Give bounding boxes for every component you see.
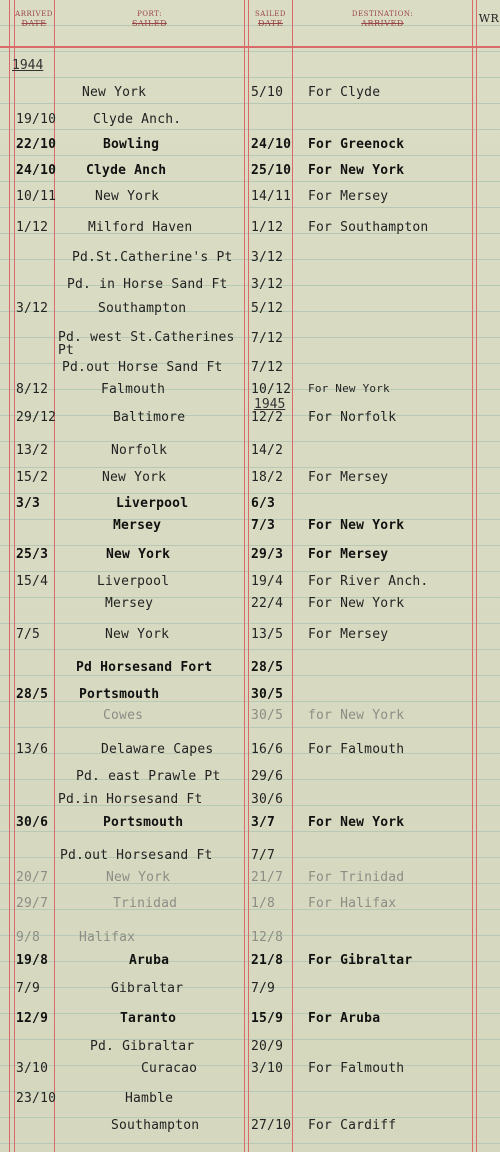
port-cell: Gibraltar [111, 981, 184, 996]
margin-rule [14, 0, 15, 1152]
destination-cell: For Mersey [308, 189, 389, 204]
arrived-cell: 29/7 [16, 896, 49, 911]
sailed-cell: 14/11 [251, 189, 292, 204]
sailed-cell: 7/12 [251, 360, 284, 375]
sailed-cell: 24/10 [251, 137, 292, 152]
arrived-cell: 1/12 [16, 220, 49, 235]
sailed-cell: 5/10 [251, 85, 284, 100]
sailed-cell: 14/2 [251, 443, 284, 458]
arrived-cell: 23/10 [16, 1091, 57, 1106]
sailed-cell: 16/6 [251, 742, 284, 757]
sailed-cell: 7/9 [251, 981, 276, 996]
port-cell: New York [105, 627, 170, 642]
arrived-cell: 28/5 [16, 687, 49, 702]
arrived-cell: 7/9 [16, 981, 41, 996]
port-cell: Delaware Capes [101, 742, 214, 757]
port-cell: Liverpool [116, 496, 189, 511]
arrived-cell: 13/6 [16, 742, 49, 757]
sailed-cell: 10/12 [251, 382, 292, 397]
port-cell: Norfolk [111, 443, 168, 458]
destination-cell: For Southampton [308, 220, 429, 235]
port-cell: Pd. in Horse Sand Ft [67, 277, 228, 292]
port-cell: Curacao [141, 1061, 198, 1076]
sailed-cell: 20/9 [251, 1039, 284, 1054]
port-cell: New York [106, 870, 171, 885]
arrived-cell: 9/8 [16, 930, 41, 945]
sailed-cell: 7/3 [251, 518, 276, 533]
port-cell: Milford Haven [88, 220, 193, 235]
arrived-header-struck: DATE [21, 19, 47, 28]
sailed-cell: 3/12 [251, 277, 284, 292]
sailed-cell: 3/10 [251, 1061, 284, 1076]
year-1944-label: 1944 [12, 58, 44, 73]
destination-cell: For Norfolk [308, 410, 397, 425]
sailed-cell: 5/12 [251, 301, 284, 316]
destination-cell: For Mersey [308, 470, 389, 485]
port-cell: New York [95, 189, 160, 204]
destination-cell: For Aruba [308, 1011, 381, 1026]
port-cell: Portsmouth [79, 687, 160, 702]
destination-cell: For River Anch. [308, 574, 429, 589]
arrived-cell: 3/3 [16, 496, 41, 511]
port-cell: Mersey [113, 518, 162, 533]
port-cell: Pd. east Prawle Pt [76, 769, 221, 784]
port-cell: Pd. west St.Catherines Pt [58, 330, 235, 358]
sailed-cell: 21/8 [251, 953, 284, 968]
sailed-cell: 12/8 [251, 930, 284, 945]
destination-cell: For New York [308, 518, 405, 533]
destination-cell: For Falmouth [308, 1061, 405, 1076]
sailed-cell: 12/2 [251, 410, 284, 425]
destination-cell: For Mersey [308, 627, 389, 642]
sailed-cell: 3/7 [251, 815, 276, 830]
port-cell: Southampton [98, 301, 187, 316]
sailed-cell: 1/8 [251, 896, 276, 911]
port-cell: Liverpool [97, 574, 170, 589]
margin-rule [9, 0, 10, 1152]
ledger-header [0, 0, 500, 48]
arrived-cell: 20/7 [16, 870, 49, 885]
port-header [55, 10, 244, 28]
port-cell: Pd.St.Catherine's Pt [72, 250, 233, 265]
destination-cell: For New York [308, 596, 405, 611]
arrived-header-label: ARRIVED [15, 10, 53, 18]
sailed-cell: 15/9 [251, 1011, 284, 1026]
port-cell: Baltimore [113, 410, 186, 425]
destination-cell: For New York [308, 382, 390, 395]
port-cell: Falmouth [101, 382, 166, 397]
column-rule [472, 0, 473, 1152]
sailed-cell: 22/4 [251, 596, 284, 611]
arrived-header [14, 10, 54, 28]
destination-cell: For Halifax [308, 896, 397, 911]
port-cell: Mersey [105, 596, 154, 611]
arrived-cell: 29/12 [16, 410, 57, 425]
port-cell: Aruba [129, 953, 170, 968]
remarks-header-partial: WR [478, 12, 500, 25]
arrived-cell: 13/2 [16, 443, 49, 458]
sailed-cell: 25/10 [251, 163, 292, 178]
port-cell: Halifax [79, 930, 136, 945]
port-cell: New York [106, 547, 171, 562]
sailed-header-label: SAILED [255, 10, 286, 18]
arrived-cell: 15/2 [16, 470, 49, 485]
port-cell: New York [102, 470, 167, 485]
sailed-header-struck: DATE [258, 19, 283, 28]
arrived-cell: 3/10 [16, 1061, 49, 1076]
port-cell: Pd.out Horse Sand Ft [62, 360, 223, 375]
port-header-label: PORT: [137, 10, 162, 18]
arrived-cell: 22/10 [16, 137, 57, 152]
sailed-cell: 1/12 [251, 220, 284, 235]
destination-cell: For Falmouth [308, 742, 405, 757]
port-cell: New York [82, 85, 147, 100]
arrived-cell: 12/9 [16, 1011, 49, 1026]
sailed-cell: 7/12 [251, 331, 284, 346]
sailed-cell: 30/6 [251, 792, 284, 807]
port-header-struck: SAILED [132, 19, 167, 28]
sailed-cell: 29/3 [251, 547, 284, 562]
destination-cell: For Mersey [308, 547, 389, 562]
column-rule [248, 0, 249, 1152]
port-cell: Pd. Gibraltar [90, 1039, 195, 1054]
port-cell: Portsmouth [103, 815, 184, 830]
port-cell: Cowes [103, 708, 144, 723]
sailed-cell: 30/5 [251, 708, 284, 723]
destination-cell: For New York [308, 163, 405, 178]
port-cell: Pd.out Horsesand Ft [60, 848, 213, 863]
sailed-cell: 30/5 [251, 687, 284, 702]
destination-cell: for New York [308, 708, 405, 723]
sailed-cell: 13/5 [251, 627, 284, 642]
arrived-cell: 30/6 [16, 815, 49, 830]
port-cell: Clyde Anch. [93, 112, 182, 127]
sailed-cell: 28/5 [251, 660, 284, 675]
sailed-cell: 3/12 [251, 250, 284, 265]
arrived-cell: 8/12 [16, 382, 49, 397]
year-1945-label: 1945 [254, 397, 286, 412]
arrived-cell: 15/4 [16, 574, 49, 589]
sailed-cell: 29/6 [251, 769, 284, 784]
port-cell: Pd Horsesand Fort [76, 660, 213, 675]
arrived-cell: 7/5 [16, 627, 41, 642]
column-rule [244, 0, 245, 1152]
column-rule [476, 0, 477, 1152]
sailed-cell: 18/2 [251, 470, 284, 485]
sailed-header [249, 10, 292, 28]
sailed-cell: 19/4 [251, 574, 284, 589]
destination-cell: For New York [308, 815, 405, 830]
destination-cell: For Trinidad [308, 870, 405, 885]
destination-cell: For Greenock [308, 137, 405, 152]
port-cell: Bowling [103, 137, 160, 152]
sailed-cell: 6/3 [251, 496, 276, 511]
arrived-cell: 24/10 [16, 163, 57, 178]
arrived-cell: 19/10 [16, 112, 57, 127]
arrived-cell: 19/8 [16, 953, 49, 968]
port-cell: Southampton [111, 1118, 200, 1133]
sailed-cell: 7/7 [251, 848, 276, 863]
arrived-cell: 3/12 [16, 301, 49, 316]
destination-header [293, 10, 472, 28]
port-cell: Taranto [120, 1011, 177, 1026]
destination-cell: For Gibraltar [308, 953, 413, 968]
arrived-cell: 25/3 [16, 547, 49, 562]
destination-cell: For Clyde [308, 85, 381, 100]
destination-header-struck: ARRIVED [361, 19, 404, 28]
port-cell: Trinidad [113, 896, 178, 911]
column-rule [292, 0, 293, 1152]
sailed-cell: 21/7 [251, 870, 284, 885]
port-cell: Pd.in Horsesand Ft [58, 792, 203, 807]
port-cell: Clyde Anch [86, 163, 167, 178]
sailed-cell: 27/10 [251, 1118, 292, 1133]
port-cell: Hamble [125, 1091, 174, 1106]
destination-header-label: DESTINATION: [351, 10, 414, 18]
arrived-cell: 10/11 [16, 189, 57, 204]
destination-cell: For Cardiff [308, 1118, 397, 1133]
